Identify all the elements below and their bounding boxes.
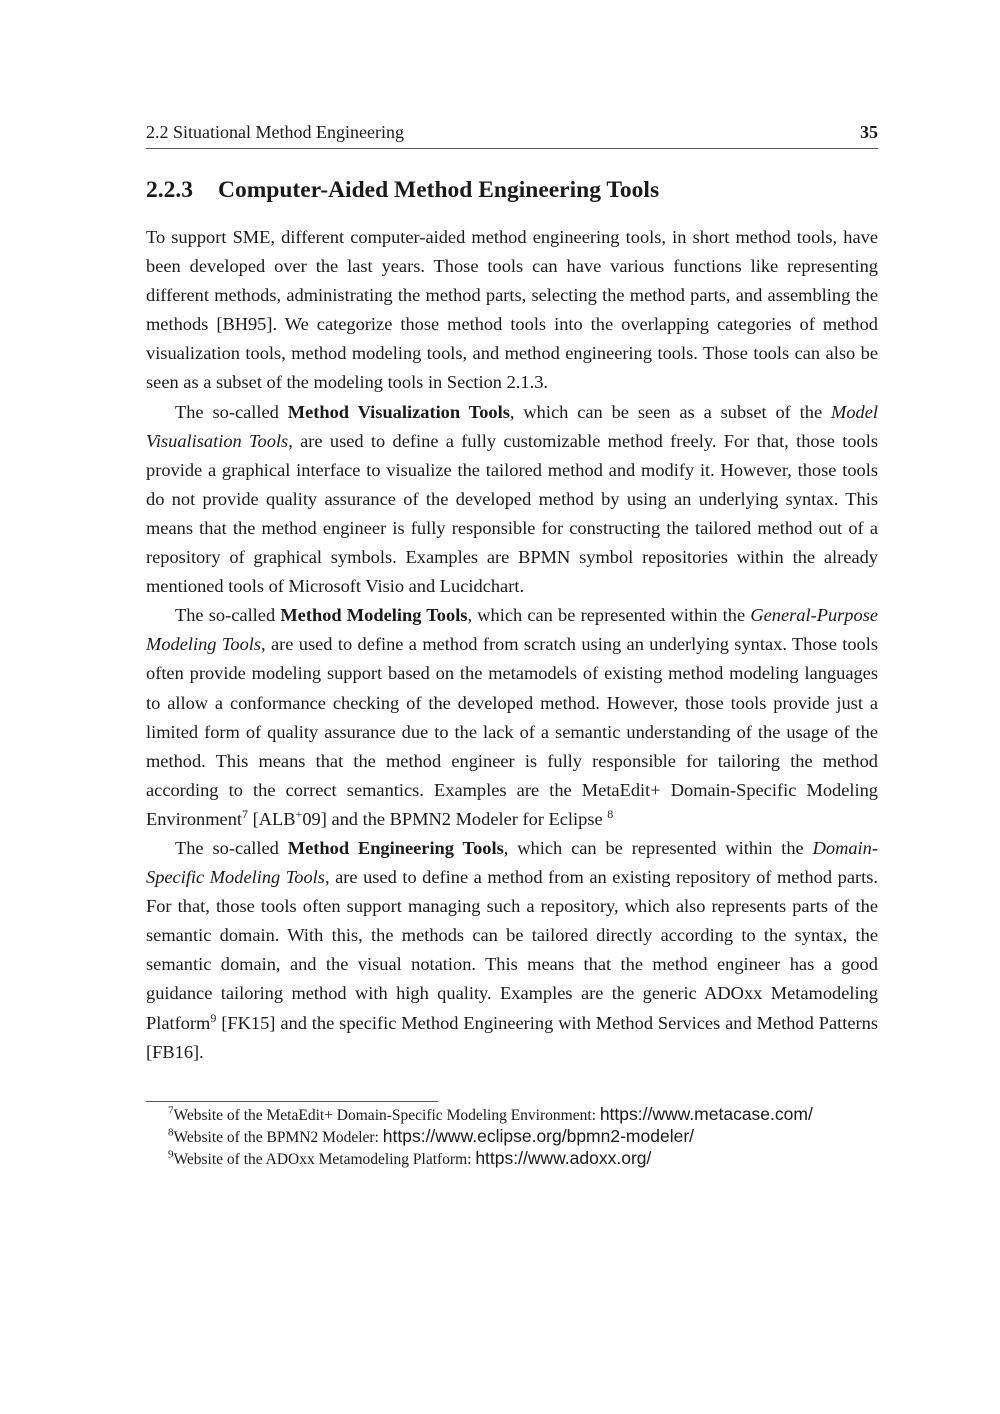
citation[interactable]: [ALB	[248, 808, 296, 829]
footnote-link[interactable]: https://www.eclipse.org/bpmn2-modeler/	[382, 1126, 695, 1146]
section-title: Computer-Aided Method Engineering Tools	[218, 177, 660, 203]
footnote-ref-8[interactable]: 8	[607, 806, 614, 821]
text-run: , which can be represented within the	[503, 837, 813, 858]
citation-superscript: +	[295, 806, 303, 821]
footnote-text: Website of the BPMN2 Modeler:	[173, 1129, 383, 1146]
paragraph-engineering-tools	[146, 834, 878, 1067]
text-run: The so-called	[175, 605, 281, 626]
body-text	[146, 223, 878, 1067]
text-run: The so-called	[175, 837, 288, 858]
text-run: , which can be seen as a subset of the	[509, 401, 832, 422]
term-method-modeling-tools: Method Modeling Tools	[280, 605, 468, 626]
text-run: , are used to define a fully customizable method freely. For that, those tools provide a graphical interface to visualize the tailored method and modify it. However, those tools do not provide quality assurance of the developed method by using an underlying syntax. This means that the method engineer is fully responsible for constructing the tailored method out of a repository of graphical symbols. Examples are BPMN symbol repositories within the already mentioned tools of Microsoft Visio and Lucidchart.	[146, 430, 878, 597]
text-run: , are used to define a method from an existing repository of method parts. For that, those tools often support managing such a repository, which also represents parts of the semantic domain. With this, the methods can be tailored directly according to the syntax, the semantic domain, and the visual notation. This means that the method engineer has a good guidance tailoring method with high quality. Examples are the generic ADOxx Metamodeling Platform	[146, 867, 878, 1033]
footnote-divider	[146, 1101, 438, 1102]
text-run: [FK15] and the specific Method Engineering with Method Services and Method Patterns [FB16].	[146, 1012, 878, 1062]
text-run: , are used to define a method from scratch using an underlying syntax. Those tools often provide modeling support based on the metamodels of existing method modeling languages to allow a conformance checking of the developed method. However, those tools provide just a limited form of quality assurance due to the lack of a semantic understanding of the usage of the method. This means that the method engineer is fully responsible for tailoring the method according to the correct semantics. Examples are the MetaEdit+ Domain-Specific Modeling Environment	[146, 634, 878, 829]
section-heading	[146, 177, 878, 204]
footnote-text: Website of the ADOxx Metamodeling Platform:	[173, 1151, 476, 1168]
footnote-ref-7[interactable]: 7	[242, 806, 249, 821]
term-model-visualisation-tools: Model Visualisation Tools	[146, 401, 878, 451]
term-method-engineering-tools: Method Engineering Tools	[287, 837, 504, 858]
term-domain-specific-modeling-tools: Domain-Specific Modeling Tools	[146, 837, 878, 888]
footnote-mark: 9	[168, 1148, 174, 1161]
paragraph-intro: To support SME, different computer-aided method engineering tools, in short method tools, have been developed over the last years. Those tools can have various functions like representing different methods, administrating the method parts, selecting the method parts, and assembling the methods [BH95]. We categorize those method tools into the overlapping categories of method visualization tools, method modeling tools, and method engineering tools. Those tools can also be seen as a subset of the modeling tools in Section 2.1.3.	[146, 227, 878, 393]
footnote-text: Website of the MetaEdit+ Domain-Specific Modeling Environment:	[173, 1107, 600, 1124]
text-run: The so-called	[175, 401, 288, 422]
paragraph-visualization-tools	[146, 398, 878, 602]
footnote-7	[168, 1104, 878, 1126]
term-general-purpose-modeling-tools: General-Purpose Modeling Tools	[146, 605, 879, 655]
footnote-mark: 8	[168, 1126, 174, 1139]
footnotes	[168, 1104, 878, 1170]
section-number: 2.2.3	[146, 177, 193, 203]
running-header	[146, 120, 878, 149]
footnote-link[interactable]: https://www.metacase.com/	[599, 1104, 813, 1124]
running-header-section: 2.2 Situational Method Engineering	[146, 122, 404, 142]
page-number: 35	[860, 122, 878, 142]
term-method-visualization-tools: Method Visualization Tools	[287, 401, 510, 422]
paragraph-modeling-tools	[146, 601, 878, 834]
footnote-mark: 7	[168, 1104, 174, 1117]
footnote-8	[168, 1126, 878, 1148]
text-run: , which can be represented within the	[467, 605, 751, 626]
footnote-9	[168, 1148, 878, 1170]
footnote-link[interactable]: https://www.adoxx.org/	[475, 1148, 652, 1168]
footnote-ref-9[interactable]: 9	[210, 1010, 217, 1025]
text-run: 09] and the BPMN2 Modeler for Eclipse	[302, 808, 608, 829]
